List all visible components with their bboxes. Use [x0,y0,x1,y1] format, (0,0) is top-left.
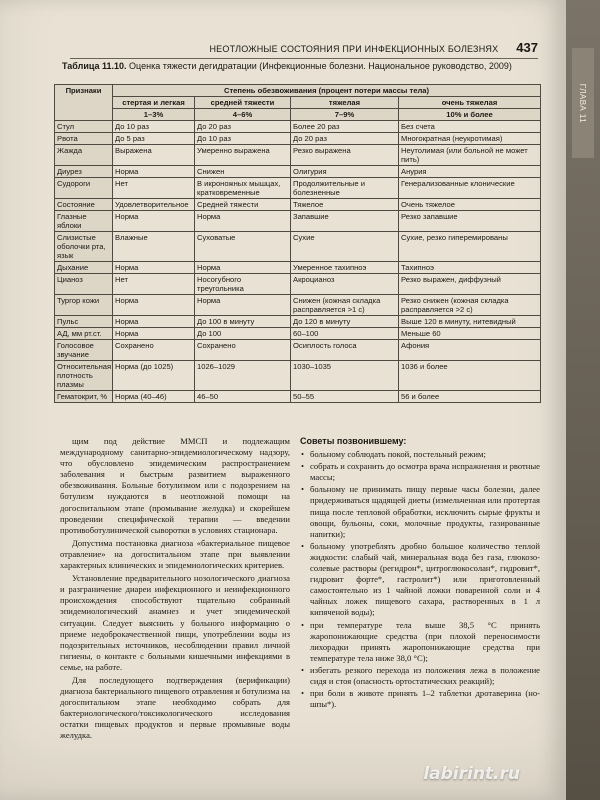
advice-title: Советы позвонившему: [300,436,407,446]
table-row [55,199,541,211]
table-row [55,340,541,361]
table-cell-value: Акроцианоз [291,274,399,295]
table-cell-value: Резко выражен, диффузный [399,274,541,295]
table-row [55,391,541,403]
table-cell-value: Осиплость голоса [291,340,399,361]
advice-item: • при боли в животе принять 1–2 таблетки дротаверина (но-шпы*). [300,688,540,710]
table-cell-sign: Рвота [55,133,113,145]
table-cell-value: Норма [113,295,195,316]
table-cell-value: До 120 в минуту [291,316,399,328]
table-cell-value: Средней тяжести [195,199,291,211]
table-cell-value: Норма [195,262,291,274]
left-column-text [60,436,290,744]
table-cell-value: Норма [113,262,195,274]
table-cell-value: Очень тяжелое [399,199,541,211]
table-cell-value: До 10 раз [113,121,195,133]
table-cell-sign: АД, мм рт.ст. [55,328,113,340]
table-cell-value: Снижен [195,166,291,178]
table-caption-text: Оценка тяжести дегидратации (Инфекционные болезни. Национальное руководство, 2009) [126,61,512,71]
table-cell-value: До 5 раз [113,133,195,145]
table-cell-value: В икроножных мышцах, кратковременные [195,178,291,199]
table-cell-sign: Пульс [55,316,113,328]
header-degree-4: очень тяжелая [399,97,541,109]
watermark-logo: labirint.ru [423,764,520,784]
table-cell-sign: Тургор кожи [55,295,113,316]
table-cell-value: Многократная (неукротимая) [399,133,541,145]
table-cell-value: Норма [113,211,195,232]
table-cell-value: Нет [113,178,195,199]
table-cell-value: Носогубного треугольника [195,274,291,295]
table-cell-value: Анурия [399,166,541,178]
chapter-tab [572,48,594,158]
table-row [55,211,541,232]
table-cell-value: Сухие [291,232,399,262]
table-cell-sign: Стул [55,121,113,133]
table-cell-value: Норма [113,166,195,178]
table-cell-value: Запавшие [291,211,399,232]
table-row [55,232,541,262]
table-cell-sign: Гематокрит, % [55,391,113,403]
table-cell-value: Олигурия [291,166,399,178]
table-cell-value: 50–55 [291,391,399,403]
table-cell-sign: Глазные яблоки [55,211,113,232]
running-head [70,40,538,59]
table-cell-value: До 100 в минуту [195,316,291,328]
table-row [55,121,541,133]
table-cell-value: Сохранено [195,340,291,361]
table-cell-value: 1030–1035 [291,361,399,391]
table-row [55,145,541,166]
table-row [55,133,541,145]
table-cell-value: 1036 и более [399,361,541,391]
table-cell-sign: Слизистые оболочки рта, язык [55,232,113,262]
table-cell-value: Удовлетворительное [113,199,195,211]
advice-item: • при температуре тела выше 38,5 °С принять жаропонижающие средства (при плохой переносимости лихорадки принять жаропонижающие средства при температуре тела ниже 38,0 °С); [300,620,540,664]
table-cell-value: Меньше 60 [399,328,541,340]
body-paragraph: Для последующего подтверждения (верификации) диагноза бактериального пищевого отравления и ботулизма на догоспитальном этапе необходимо собрать для бактериологического/токсикологического исследования остатки пищевых продуктов и первые промывные воды желудка. [60,674,290,741]
table-cell-value: 60–100 [291,328,399,340]
advice-item: • больному не принимать пищу первые часы болезни, далее придерживаться щадящей диеты (измельченная или протертая пища после тепловой обработки, исключить сырые фрукты и овощи, бульоны, соки, молочные продукты, газированные напитки); [300,484,540,539]
table-cell-value: До 20 раз [291,133,399,145]
advice-item: • больному соблюдать покой, постельный режим; [300,449,540,460]
body-paragraph: щим под действие ММСП и подлежащим международному санитарно-эпидемиологическому надзору, что обусловлено эпидемическим распространением заболевания и быстрым развитием выраженного обезвоживания. Больные ботулизмом или с подозрением на ботулизм нуждаются в неотложной помощи на догоспитальном этапе (промывание желудка) и скорейшем проведении специфической терапии — введении противоботулинической сыворотки в условиях стационара. [60,436,290,535]
header-range-2: 4–6% [195,109,291,121]
table-cell-value: Резко выражена [291,145,399,166]
right-column-advice [300,436,540,711]
header-group: Степень обезвоживания (процент потери массы тела) [113,85,541,97]
table-cell-value: Нет [113,274,195,295]
table-cell-value: Снижен (кожная складка расправляется >1 с) [291,295,399,316]
table-cell-sign: Жажда [55,145,113,166]
header-range-4: 10% и более [399,109,541,121]
header-degree-3: тяжелая [291,97,399,109]
table-cell-value: Сохранено [113,340,195,361]
table-cell-value: Норма [195,295,291,316]
table-cell-value: 56 и более [399,391,541,403]
table-cell-sign: Голосовое звучание [55,340,113,361]
table-cell-value: Без счета [399,121,541,133]
table-cell-value: Генерализованные клонические [399,178,541,199]
table-row [55,295,541,316]
advice-list [300,449,540,710]
table-cell-sign: Цианоз [55,274,113,295]
table-cell-value: Норма (40–46) [113,391,195,403]
table-cell-value: Умеренно выражена [195,145,291,166]
table-row [55,316,541,328]
table-cell-value: Норма [113,328,195,340]
advice-item: • избегать резкого перехода из положения лежа в положение сидя и стоя (опасность ортостатических реакций); [300,665,540,687]
table-row [55,328,541,340]
body-paragraph: Допустима постановка диагноза «бактериальное пищевое отравление» на догоспитальном этапе при выявлении характерных клинических и эпидемиологических критериев. [60,537,290,571]
advice-item: • больному употреблять дробно большое количество теплой жидкости: слабый чай, минеральная вода без газа, глюкозо-солевые растворы (регидрон*, цитроглюкосолан*, гидровит*, гидровит форте*, гастролит*) или приготовленный самостоятельно из 1 чайной ложки поваренной соли и 4 чайных ложек пищевого сахара, растворенных в 1 л кипяченой воды); [300,541,540,619]
table-cell-sign: Диурез [55,166,113,178]
table-row [55,178,541,199]
table-cell-sign: Состояние [55,199,113,211]
table-cell-value: Тахипноэ [399,262,541,274]
table-cell-value: Выражена [113,145,195,166]
table-cell-value: До 20 раз [195,121,291,133]
page-number: 437 [516,40,538,55]
header-degree-1: стертая и легкая [113,97,195,109]
table-cell-value: Норма (до 1025) [113,361,195,391]
table-cell-value: Более 20 раз [291,121,399,133]
table-cell-value: Суховатые [195,232,291,262]
header-range-1: 1–3% [113,109,195,121]
chapter-tab-label: ГЛАВА 11 [578,83,588,123]
running-head-title: НЕОТЛОЖНЫЕ СОСТОЯНИЯ ПРИ ИНФЕКЦИОННЫХ БОЛЕЗНЯХ [209,44,499,54]
table-cell-value: Неутолимая (или больной не может пить) [399,145,541,166]
table-cell-value: Влажные [113,232,195,262]
table-cell-value: Резко запавшие [399,211,541,232]
table-row [55,274,541,295]
table-cell-sign: Относительная плотность плазмы [55,361,113,391]
body-paragraph: Установление предварительного нозологического диагноза и разграничение диареи инфекционного и неинфекционного происхождения способствуют тщательно собранный эпидемиологический анамнез и учет эпидемической ситуации. Следует выяснить у больного информацию о приеме недоброкачественной пищи, употреблении воды из подозрительных источников, несоблюдении правил личной гигиены, о контакте с больными кишечными инфекциями в семье, на работе. [60,573,290,672]
header-sign: Признаки [55,85,113,121]
table-cell-value: 46–50 [195,391,291,403]
table-cell-value: Норма [195,211,291,232]
table-cell-value: Выше 120 в минуту, нитевидный [399,316,541,328]
table-cell-sign: Судороги [55,178,113,199]
table-cell-value: Норма [113,316,195,328]
header-range-3: 7–9% [291,109,399,121]
header-degree-2: средней тяжести [195,97,291,109]
table-row [55,166,541,178]
table-cell-value: Умеренное тахипноэ [291,262,399,274]
table-row [55,262,541,274]
table-body [55,121,541,403]
table-cell-value: До 100 [195,328,291,340]
page-edge [566,0,600,800]
table-cell-value: Сухие, резко гиперемированы [399,232,541,262]
table-row [55,361,541,391]
table-cell-value: Резко снижен (кожная складка расправляется >2 с) [399,295,541,316]
advice-item: • собрать и сохранить до осмотра врача испражнения и рвотные массы; [300,461,540,483]
table-cell-sign: Дыхание [55,262,113,274]
table-cell-value: 1026–1029 [195,361,291,391]
dehydration-table [54,84,541,403]
table-cell-value: Продолжительные и болезненные [291,178,399,199]
table-cell-value: До 10 раз [195,133,291,145]
table-cell-value: Тяжелое [291,199,399,211]
table-cell-value: Афония [399,340,541,361]
table-caption [62,60,538,72]
table-caption-label: Таблица 11.10. [62,61,127,71]
